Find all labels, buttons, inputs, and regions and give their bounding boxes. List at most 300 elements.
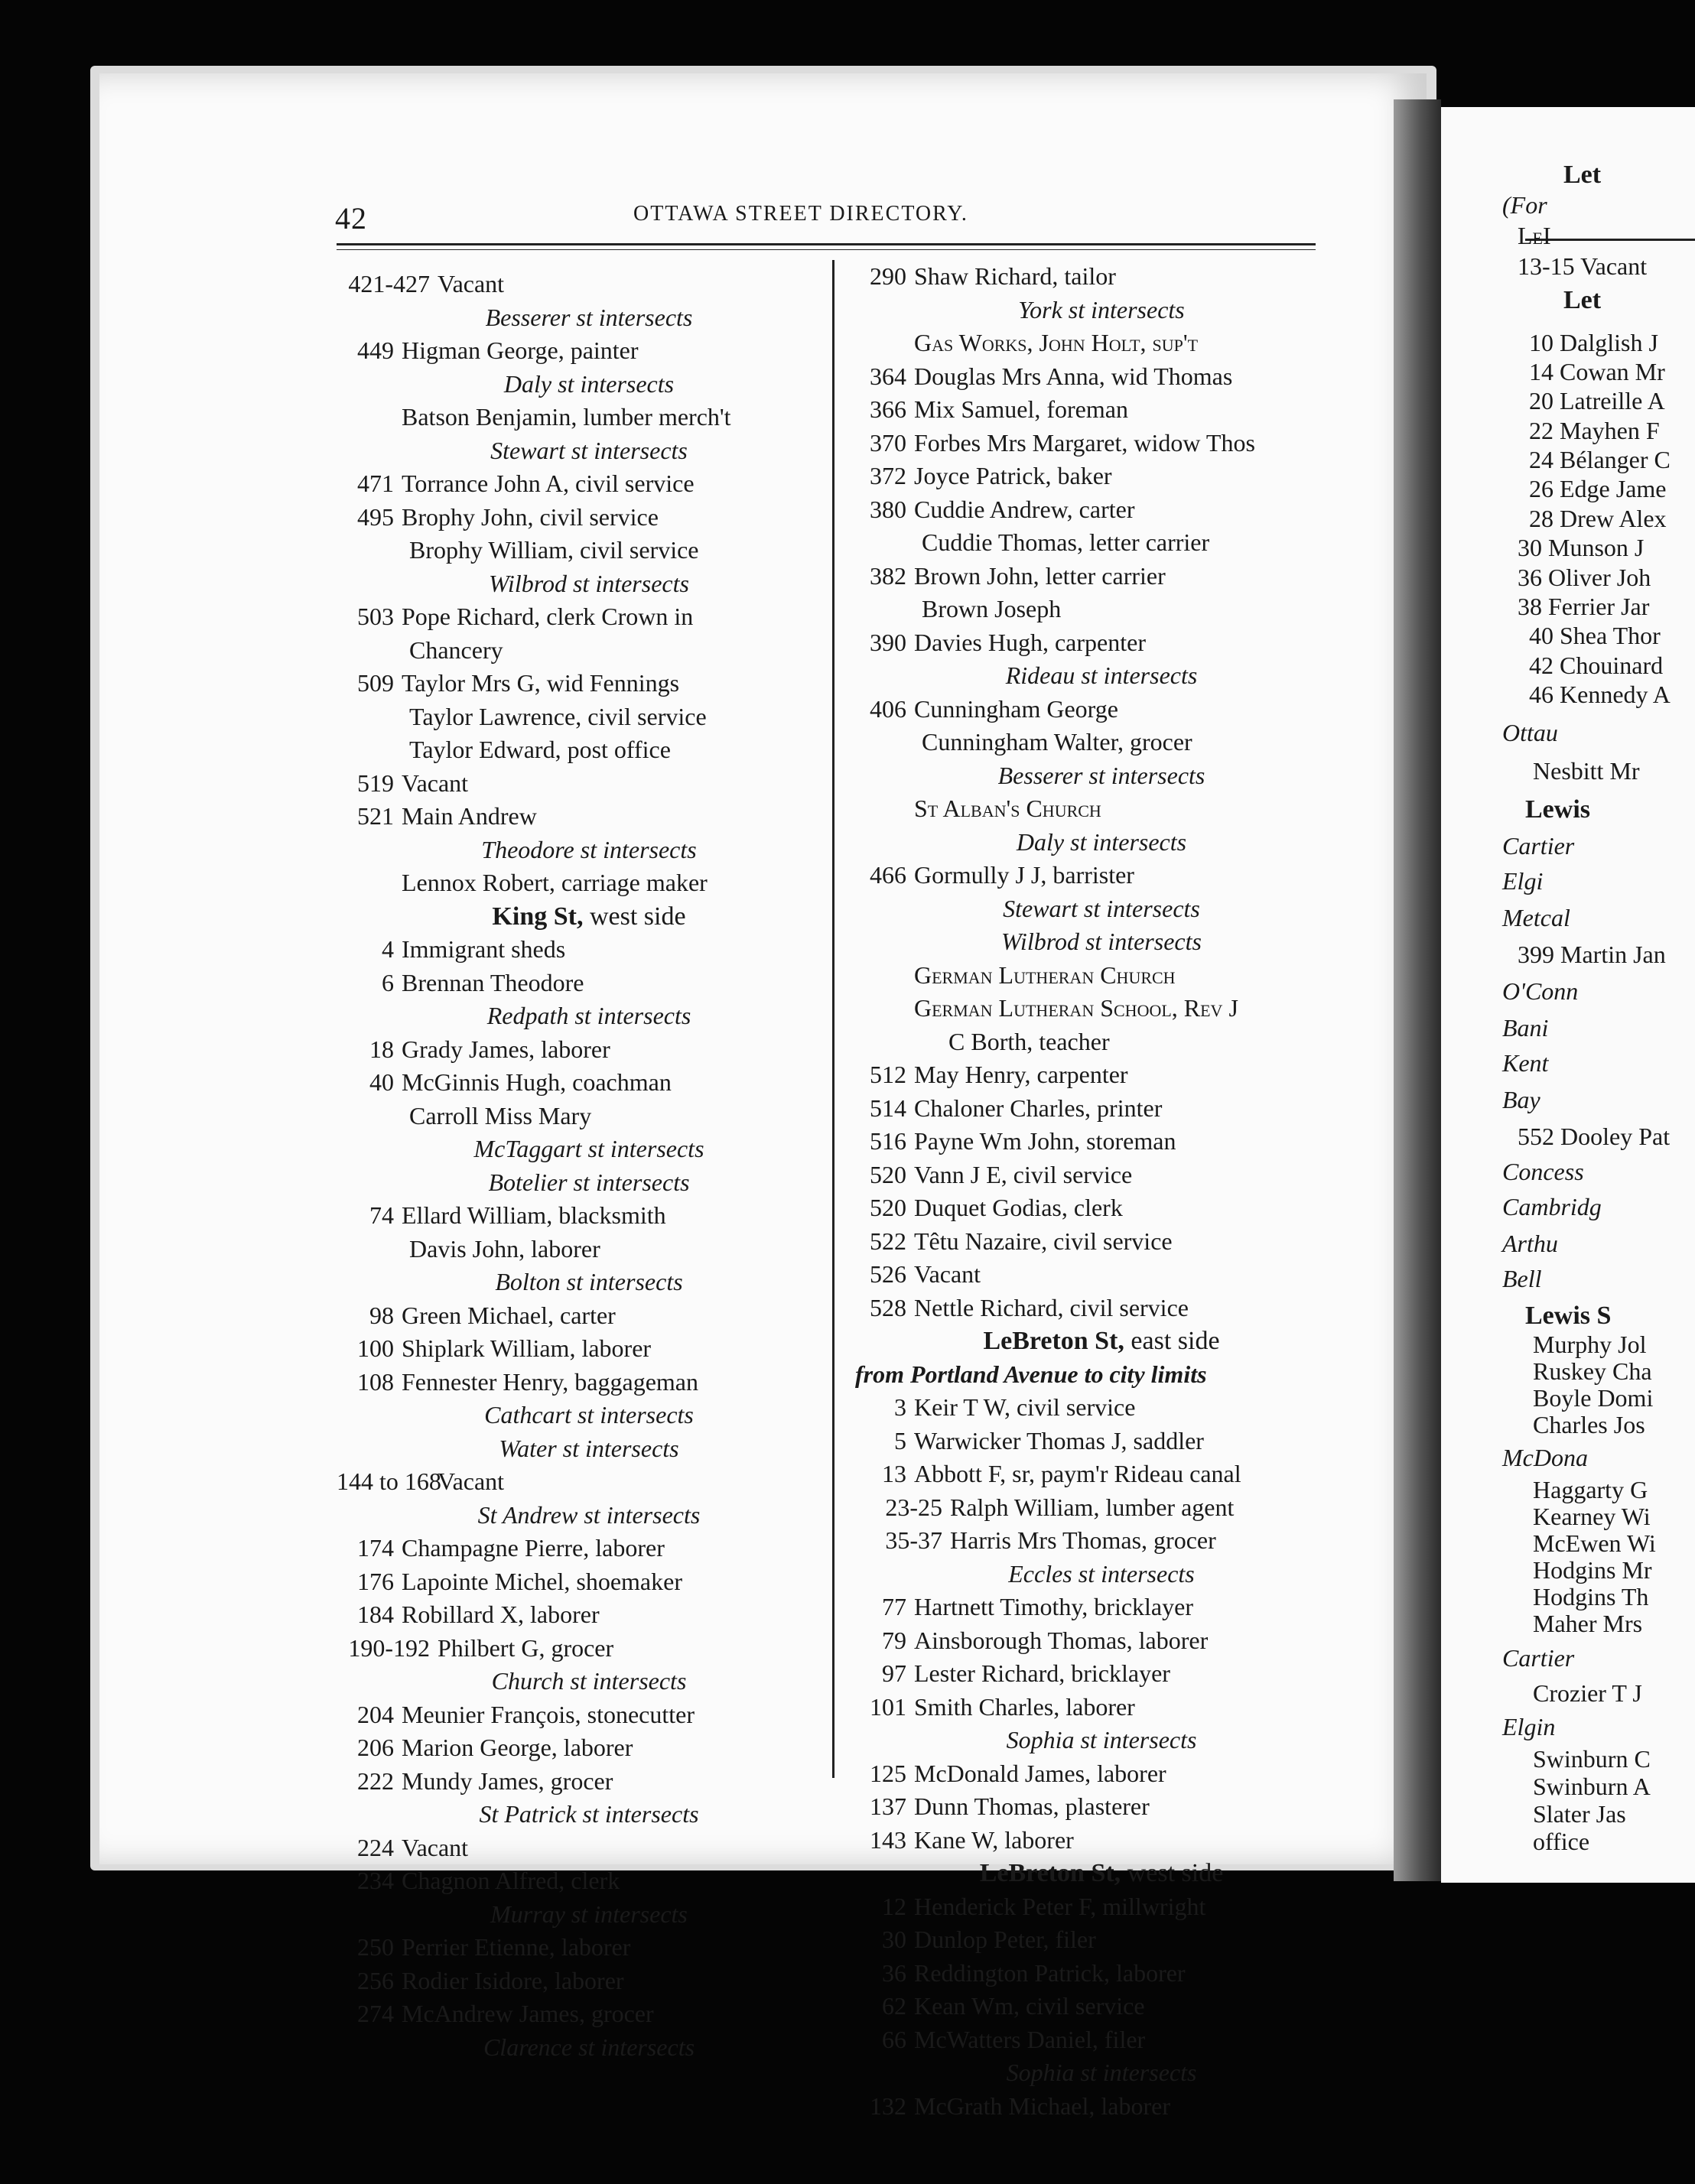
adjacent-page-fragment: Bay: [1502, 1086, 1540, 1113]
house-number: 519: [357, 769, 394, 797]
directory-entry: [337, 1698, 841, 1732]
adjacent-page-fragment: Swinburn A: [1533, 1773, 1651, 1800]
directory-entry: [337, 1598, 841, 1632]
adjacent-page-fragment: 36 Oliver Joh: [1518, 564, 1651, 591]
adjacent-page-fragment: 399 Martin Jan: [1518, 941, 1666, 968]
house-number: 520: [870, 1160, 906, 1188]
directory-entry: [849, 1292, 1354, 1325]
house-number: 390: [870, 628, 906, 656]
house-number: 222: [357, 1766, 394, 1795]
house-number: 184: [357, 1601, 394, 1628]
directory-entry: [849, 1757, 1354, 1791]
adjacent-page-fragment: 40 Shea Thor: [1529, 622, 1661, 649]
directory-entry: [849, 1125, 1354, 1159]
directory-entry: [337, 1632, 841, 1666]
directory-entry: [337, 1565, 841, 1599]
house-number: 206: [357, 1734, 394, 1761]
house-number: 250: [357, 1933, 394, 1961]
directory-entry: [849, 859, 1354, 892]
adjacent-page-fragment: Metcal: [1502, 904, 1570, 931]
resident-name: Marion George, laborer: [402, 1734, 633, 1761]
cross-street-note: Daly st intersects: [1016, 827, 1187, 856]
resident-name: Smith Charles, laborer: [914, 1692, 1135, 1721]
house-number: 143: [870, 1825, 906, 1854]
street-name: LeBreton St,: [983, 1327, 1124, 1355]
house-number: 364: [870, 362, 906, 390]
street-heading: [849, 1857, 1354, 1890]
resident-name: Lapointe Michel, shoemaker: [402, 1567, 682, 1595]
resident-name: Rodier Isidore, laborer: [402, 1966, 624, 1994]
resident-name: Meunier François, stonecutter: [402, 1700, 695, 1728]
house-number: 12: [882, 1892, 906, 1920]
cross-street-note: Water st intersects: [499, 1434, 679, 1462]
resident-name: Têtu Nazaire, civil service: [914, 1227, 1173, 1255]
adjacent-page-fragment: Crozier T J: [1533, 1679, 1642, 1707]
house-number: 23-25: [885, 1493, 942, 1521]
house-number: 516: [870, 1127, 906, 1155]
house-number: 74: [369, 1201, 394, 1229]
cross-street-note: Clarence st intersects: [483, 2033, 695, 2061]
directory-entry: [849, 1225, 1354, 1259]
street-name: King St,: [492, 902, 584, 931]
house-number: 256: [357, 1966, 394, 1994]
adjacent-page-fragment: Swinburn C: [1533, 1745, 1651, 1773]
adjacent-page-fragment: Hodgins Mr: [1533, 1556, 1652, 1584]
directory-entry: [849, 493, 1354, 527]
house-number: 449: [357, 336, 394, 364]
adjacent-page-fragment: Elgi: [1502, 867, 1544, 895]
resident-name: Cuddie Andrew, carter: [914, 495, 1135, 523]
directory-entry: [849, 2090, 1354, 2124]
resident-name: Kane W, laborer: [914, 1825, 1074, 1854]
column-divider: [832, 260, 834, 1778]
adjacent-page-fragment: Hodgins Th: [1533, 1583, 1649, 1610]
house-number: 421-427: [348, 270, 430, 297]
directory-entry: [849, 1425, 1354, 1458]
directory-entry: [849, 260, 1354, 294]
continuation-entry: Cuddie Thomas, letter carrier: [922, 528, 1210, 556]
adjacent-page-fragment: Ruskey Cha: [1533, 1357, 1652, 1385]
directory-entry: [337, 1864, 841, 1898]
continuation-entry: Chancery: [409, 635, 503, 664]
resident-name: Vacant: [438, 1467, 505, 1495]
house-number: 224: [357, 1833, 394, 1861]
house-number: 471: [357, 470, 394, 497]
adjacent-page-fragment: McDona: [1502, 1444, 1588, 1471]
directory-entry: [849, 1591, 1354, 1624]
house-number: 79: [882, 1626, 906, 1654]
continuation-entry: C Borth, teacher: [948, 1027, 1110, 1055]
adjacent-page-fragment: office: [1533, 1828, 1590, 1855]
house-number: 137: [870, 1792, 906, 1820]
cross-street-note: Murray st intersects: [490, 1900, 688, 1928]
cross-street-note: Cathcart st intersects: [484, 1401, 694, 1428]
directory-entry: [337, 1931, 841, 1965]
adjacent-page-fragment: 46 Kennedy A: [1529, 681, 1671, 708]
adjacent-page-fragment: 38 Ferrier Jar: [1518, 593, 1650, 620]
resident-name: Lester Richard, bricklayer: [914, 1659, 1170, 1687]
house-number: 522: [870, 1227, 906, 1255]
institution-entry: German Lutheran School, Rev J: [914, 994, 1238, 1022]
adjacent-page-fragment: Nesbitt Mr: [1533, 757, 1640, 785]
resident-name: Cunningham George: [914, 694, 1118, 723]
cross-street-note: St Andrew st intersects: [477, 1500, 701, 1529]
house-number: 512: [870, 1061, 906, 1088]
house-number: 495: [357, 502, 394, 531]
directory-entry: [337, 1299, 841, 1333]
adjacent-page-fragment: 24 Bélanger C: [1529, 446, 1671, 473]
house-number: 13: [882, 1460, 906, 1487]
house-number: 274: [357, 2000, 394, 2027]
resident-name: Champagne Pierre, laborer: [402, 1534, 665, 1562]
directory-entry: [849, 1491, 1354, 1525]
adjacent-page-fragment: Maher Mrs: [1533, 1610, 1643, 1637]
resident-name: Higman George, painter: [402, 336, 639, 364]
resident-name: Reddington Patrick, laborer: [914, 1958, 1186, 1987]
cross-street-note: Besserer st intersects: [485, 303, 693, 331]
adjacent-page-fragment: Lewis S: [1525, 1302, 1612, 1330]
book-gutter: [1394, 99, 1441, 1881]
institution-entry: St Alban's Church: [914, 795, 1101, 822]
adjacent-page-fragment: 30 Munson J: [1518, 534, 1645, 561]
directory-entry: [849, 1790, 1354, 1824]
continuation-entry: Brown Joseph: [922, 595, 1062, 622]
directory-entry: [337, 1532, 841, 1565]
adjacent-page-fragment: 10 Dalglish J: [1529, 329, 1658, 356]
directory-entry: [337, 1997, 841, 2031]
street-heading: [849, 1324, 1354, 1358]
adjacent-page: [1441, 107, 1695, 1883]
header-rule: [337, 243, 1316, 245]
adjacent-page-fragment: 22 Mayhen F: [1529, 417, 1660, 444]
street-side: west side: [1121, 1859, 1224, 1887]
adjacent-page-fragment: Kearney Wi: [1533, 1503, 1651, 1530]
directory-entry: [337, 800, 841, 834]
resident-name: Forbes Mrs Margaret, widow Thos: [914, 428, 1255, 457]
resident-name: Brophy John, civil service: [402, 502, 659, 531]
street-name: LeBreton St,: [979, 1859, 1121, 1887]
resident-name: Vacant: [914, 1260, 981, 1288]
adjacent-page-fragment: LeI: [1518, 222, 1551, 249]
cross-street-note: Bolton st intersects: [495, 1268, 683, 1295]
directory-entry: [337, 1366, 841, 1399]
resident-name: Brown John, letter carrier: [914, 561, 1166, 590]
house-number: 526: [870, 1260, 906, 1288]
house-number: 35-37: [885, 1526, 942, 1554]
directory-entry: [337, 967, 841, 1000]
adjacent-page-fragment: Bani: [1502, 1014, 1549, 1042]
directory-entry: [849, 1092, 1354, 1126]
resident-name: Immigrant sheds: [402, 935, 566, 963]
house-number: 176: [357, 1567, 394, 1595]
house-number: 466: [870, 861, 906, 889]
house-number: 40: [369, 1068, 394, 1096]
resident-name: McWatters Daniel, filer: [914, 2025, 1146, 2053]
unnumbered-entry: Lennox Robert, carriage maker: [402, 869, 708, 896]
resident-name: Warwicker Thomas J, saddler: [914, 1426, 1204, 1454]
resident-name: Taylor Mrs G, wid Fennings: [402, 669, 680, 697]
adjacent-page-fragment: Lewis: [1525, 795, 1590, 824]
resident-name: Vacant: [402, 769, 469, 797]
cross-street-note: Botelier st intersects: [488, 1168, 690, 1196]
directory-entry: [849, 626, 1354, 660]
resident-name: Pope Richard, clerk Crown in: [402, 603, 694, 630]
resident-name: Chaloner Charles, printer: [914, 1094, 1163, 1122]
adjacent-page-fragment: 28 Drew Alex: [1529, 505, 1667, 532]
resident-name: Harris Mrs Thomas, grocer: [950, 1526, 1216, 1554]
resident-name: Main Andrew: [402, 802, 537, 830]
resident-name: Kean Wm, civil service: [914, 1992, 1145, 2020]
cross-street-note: Stewart st intersects: [490, 436, 688, 464]
cross-street-note: St Patrick st intersects: [479, 1800, 699, 1828]
adjacent-page-fragment: Arthu: [1502, 1230, 1558, 1257]
directory-entry: [337, 467, 841, 501]
resident-name: Vacant: [438, 270, 505, 297]
street-heading: [337, 900, 841, 934]
directory-entry: [849, 1159, 1354, 1192]
resident-name: Shiplark William, laborer: [402, 1334, 652, 1362]
adjacent-page-fragment: Elgin: [1502, 1713, 1556, 1740]
continuation-entry: Taylor Edward, post office: [409, 736, 671, 763]
resident-name: Henderick Peter F, millwright: [914, 1892, 1206, 1920]
directory-entry: [337, 1465, 841, 1499]
adjacent-page-fragment: Cartier: [1502, 1644, 1575, 1672]
resident-name: Duquet Godias, clerk: [914, 1194, 1123, 1221]
directory-entry: [849, 1824, 1354, 1857]
middle-column: [849, 260, 1354, 2123]
cross-street-note: York st intersects: [1018, 295, 1185, 323]
cross-street-note: Eccles st intersects: [1008, 1559, 1195, 1588]
resident-name: Abbott F, sr, paym'r Rideau canal: [914, 1460, 1241, 1487]
house-number: 66: [882, 2025, 906, 2053]
adjacent-page-fragment: Concess: [1502, 1158, 1584, 1185]
adjacent-page-fragment: Cartier: [1502, 832, 1575, 860]
continuation-entry: Davis John, laborer: [409, 1234, 600, 1263]
directory-entry: [337, 501, 841, 535]
cross-street-note: Sophia st intersects: [1006, 2059, 1197, 2086]
adjacent-page-fragment: McEwen Wi: [1533, 1529, 1656, 1557]
house-number: 528: [870, 1293, 906, 1321]
adjacent-page-fragment: Bell: [1502, 1265, 1542, 1292]
continuation-entry: Taylor Lawrence, civil service: [409, 702, 707, 730]
unnumbered-entry: Batson Benjamin, lumber merch't: [402, 403, 731, 431]
directory-entry: [849, 2023, 1354, 2057]
directory-entry: [849, 1058, 1354, 1092]
resident-name: Grady James, laborer: [402, 1035, 610, 1063]
institution-entry: German Lutheran Church: [914, 960, 1176, 989]
resident-name: Mundy James, grocer: [402, 1766, 613, 1795]
street-side: west side: [583, 902, 686, 931]
resident-name: McAndrew James, grocer: [402, 2000, 654, 2027]
house-number: 77: [882, 1593, 906, 1620]
cross-street-note: Daly st intersects: [503, 369, 675, 398]
house-number: 382: [870, 561, 906, 590]
resident-name: Fennester Henry, baggageman: [402, 1367, 698, 1396]
resident-name: Mix Samuel, foreman: [914, 395, 1128, 423]
directory-entry: [337, 1765, 841, 1799]
resident-name: Chagnon Alfred, clerk: [402, 1867, 620, 1894]
cross-street-note: Sophia st intersects: [1006, 1726, 1197, 1753]
directory-entry: [849, 1258, 1354, 1292]
directory-entry: [337, 1831, 841, 1865]
cross-street-note: Theodore st intersects: [481, 835, 697, 863]
directory-entry: [849, 460, 1354, 493]
adjacent-page-fragment: 13-15 Vacant: [1518, 252, 1648, 280]
adjacent-page-fragment: 26 Edge Jame: [1529, 475, 1667, 502]
cross-street-note: Wilbrod st intersects: [1001, 928, 1202, 955]
cross-street-note: Church st intersects: [491, 1667, 687, 1695]
house-number: 100: [357, 1334, 394, 1362]
resident-name: Keir T W, civil service: [914, 1393, 1136, 1421]
house-number: 234: [357, 1867, 394, 1894]
directory-entry: [849, 560, 1354, 593]
directory-entry: [849, 1990, 1354, 2023]
resident-name: Payne Wm John, storeman: [914, 1127, 1176, 1155]
directory-entry: [849, 1458, 1354, 1491]
adjacent-page-fragment: 20 Latreille A: [1529, 387, 1665, 414]
directory-entry: [849, 1923, 1354, 1957]
adjacent-page-fragment: O'Conn: [1502, 977, 1579, 1005]
adjacent-page-fragment: Slater Jas: [1533, 1800, 1626, 1828]
adjacent-page-fragment: Cambridg: [1502, 1193, 1602, 1220]
house-number: 521: [357, 802, 394, 830]
house-number: 98: [369, 1301, 394, 1329]
cross-street-note: Wilbrod st intersects: [489, 569, 689, 597]
resident-name: Vacant: [402, 1833, 469, 1861]
house-number: 204: [357, 1700, 394, 1728]
house-number: 5: [894, 1426, 906, 1454]
directory-entry: [849, 360, 1354, 394]
resident-name: McGrath Michael, laborer: [914, 2091, 1170, 2120]
adjacent-page-fragment: 14 Cowan Mr: [1529, 358, 1665, 385]
resident-name: Shaw Richard, tailor: [914, 262, 1116, 290]
house-number: 406: [870, 694, 906, 723]
directory-entry: [849, 1890, 1354, 1924]
house-number: 503: [357, 603, 394, 630]
adjacent-page-fragment: Kent: [1502, 1049, 1549, 1077]
directory-entry: [337, 1965, 841, 1998]
adjacent-page-fragment: Charles Jos: [1533, 1411, 1645, 1438]
cross-street-note: Rideau st intersects: [1005, 661, 1198, 689]
house-number: 4: [382, 935, 394, 963]
adjacent-page-fragment: Let: [1563, 161, 1602, 189]
directory-entry: [337, 1033, 841, 1067]
left-column: [337, 268, 841, 2064]
house-number: 520: [870, 1194, 906, 1221]
cross-street-note: Stewart st intersects: [1003, 894, 1200, 922]
resident-name: Vann J E, civil service: [914, 1160, 1133, 1188]
cross-street-note: Redpath st intersects: [486, 1002, 691, 1029]
adjacent-page-fragment: Haggarty G: [1533, 1476, 1648, 1503]
resident-name: Philbert G, grocer: [438, 1633, 614, 1662]
adjacent-page-fragment: 42 Chouinard: [1529, 652, 1664, 679]
resident-name: Ainsborough Thomas, laborer: [914, 1626, 1209, 1654]
directory-entry: [337, 1332, 841, 1366]
house-number: 6: [382, 968, 394, 996]
resident-name: Nettle Richard, civil service: [914, 1293, 1189, 1321]
cross-street-note: McTaggart st intersects: [473, 1135, 704, 1162]
street-side: east side: [1124, 1327, 1220, 1355]
house-number: 3: [894, 1393, 906, 1421]
directory-entry: [849, 1524, 1354, 1558]
directory-entry: [849, 1657, 1354, 1691]
house-number: 372: [870, 462, 906, 489]
directory-entry: [849, 1957, 1354, 1991]
header-rule-thin: [337, 249, 1316, 250]
directory-entry: [849, 1691, 1354, 1724]
continuation-entry: Cunningham Walter, grocer: [922, 728, 1192, 756]
institution-entry: Gas Works, John Holt, sup't: [914, 329, 1199, 356]
resident-name: May Henry, carpenter: [914, 1061, 1128, 1088]
house-number: 509: [357, 669, 394, 697]
directory-entry: [337, 600, 841, 634]
adjacent-page-fragment: 552 Dooley Pat: [1518, 1123, 1671, 1150]
adjacent-page-fragment: Boyle Domi: [1533, 1384, 1654, 1412]
directory-entry: [337, 667, 841, 700]
resident-name: Green Michael, carter: [402, 1301, 616, 1329]
directory-entry: [849, 693, 1354, 726]
page-number: 42: [335, 201, 367, 236]
directory-entry: [337, 334, 841, 368]
resident-name: Davies Hugh, carpenter: [914, 628, 1146, 656]
directory-entry: [337, 268, 841, 301]
resident-name: Dunn Thomas, plasterer: [914, 1792, 1150, 1820]
directory-entry: [337, 767, 841, 801]
house-number: 290: [870, 262, 906, 290]
house-number: 62: [882, 1992, 906, 2020]
cross-street-note: from Portland Avenue to city limits: [855, 1360, 1207, 1388]
directory-entry: [849, 1391, 1354, 1425]
directory-entry: [849, 427, 1354, 460]
directory-entry: [337, 1199, 841, 1233]
adjacent-page-fragment: (For: [1502, 191, 1547, 219]
resident-name: Dunlop Peter, filer: [914, 1926, 1096, 1953]
house-number: 514: [870, 1094, 906, 1122]
cross-street-note: Besserer st intersects: [997, 761, 1205, 789]
directory-entry: [849, 1191, 1354, 1225]
directory-entry: [337, 1731, 841, 1765]
resident-name: McDonald James, laborer: [914, 1759, 1166, 1787]
house-number: 144 to 168: [337, 1467, 441, 1495]
continuation-entry: Brophy William, civil service: [409, 536, 699, 564]
directory-entry: [849, 1624, 1354, 1658]
directory-entry: [337, 1066, 841, 1100]
house-number: 370: [870, 428, 906, 457]
resident-name: McGinnis Hugh, coachman: [402, 1068, 672, 1096]
house-number: 366: [870, 395, 906, 423]
house-number: 30: [882, 1926, 906, 1953]
directory-entry: [849, 393, 1354, 427]
directory-entry: [337, 933, 841, 967]
resident-name: Douglas Mrs Anna, wid Thomas: [914, 362, 1233, 390]
resident-name: Ellard William, blacksmith: [402, 1201, 666, 1229]
resident-name: Hartnett Timothy, bricklayer: [914, 1593, 1193, 1620]
adjacent-page-fragment: Let: [1563, 286, 1602, 314]
resident-name: Gormully J J, barrister: [914, 861, 1134, 889]
house-number: 190-192: [348, 1633, 430, 1662]
house-number: 18: [369, 1035, 394, 1063]
house-number: 174: [357, 1534, 394, 1562]
house-number: 125: [870, 1759, 906, 1787]
house-number: 101: [870, 1692, 906, 1721]
house-number: 36: [882, 1958, 906, 1987]
resident-name: Ralph William, lumber agent: [950, 1493, 1235, 1521]
resident-name: Joyce Patrick, baker: [914, 462, 1112, 489]
house-number: 108: [357, 1367, 394, 1396]
adjacent-page-fragment: Murphy Jol: [1533, 1331, 1647, 1358]
resident-name: Torrance John A, civil service: [402, 470, 695, 497]
house-number: 97: [882, 1659, 906, 1687]
